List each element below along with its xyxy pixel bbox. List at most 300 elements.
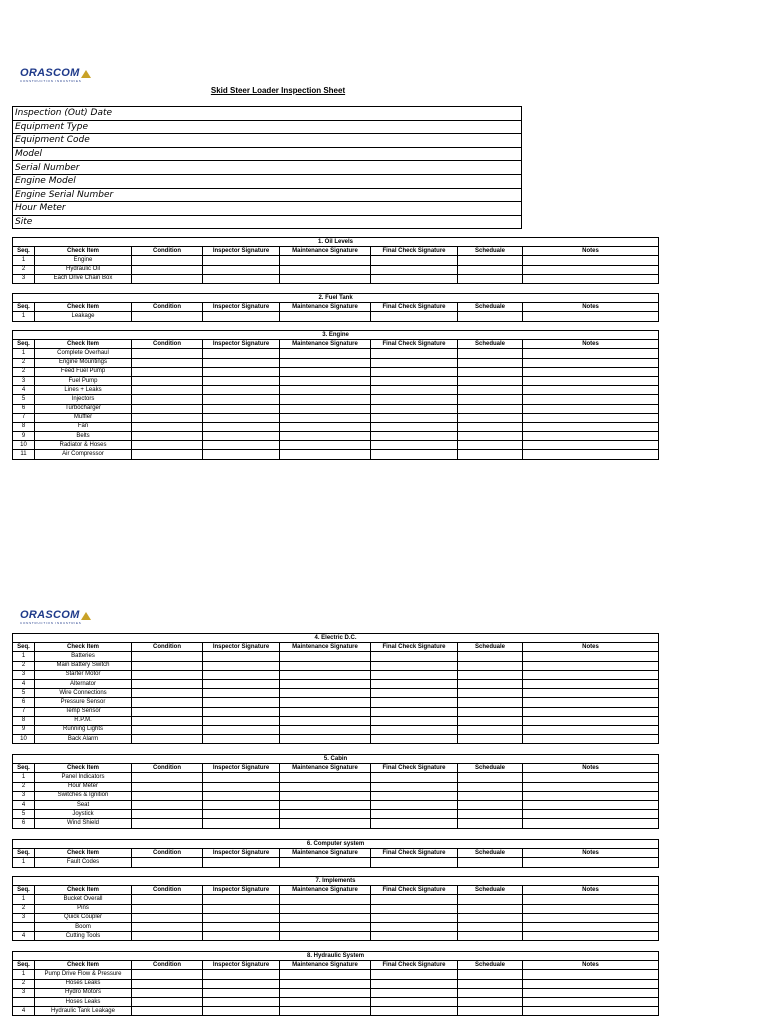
- entry-cell[interactable]: [280, 256, 371, 265]
- entry-cell[interactable]: [371, 782, 458, 791]
- entry-cell[interactable]: [371, 1007, 458, 1016]
- entry-cell[interactable]: [280, 716, 371, 725]
- entry-cell[interactable]: [132, 922, 203, 931]
- info-field-label[interactable]: Engine Serial Number: [13, 188, 522, 202]
- entry-cell[interactable]: [132, 256, 203, 265]
- entry-cell[interactable]: [203, 450, 280, 459]
- info-field-label[interactable]: Model: [13, 147, 522, 161]
- entry-cell[interactable]: [203, 819, 280, 828]
- entry-cell[interactable]: [203, 979, 280, 988]
- entry-cell[interactable]: [523, 386, 659, 395]
- entry-cell[interactable]: [203, 707, 280, 716]
- entry-cell[interactable]: [458, 265, 523, 274]
- entry-cell[interactable]: [523, 979, 659, 988]
- entry-cell[interactable]: [280, 782, 371, 791]
- entry-cell[interactable]: [523, 670, 659, 679]
- seq-cell: 1: [13, 773, 35, 782]
- entry-cell[interactable]: [458, 819, 523, 828]
- entry-cell[interactable]: [203, 725, 280, 734]
- info-field-label[interactable]: Serial Number: [13, 161, 522, 175]
- entry-cell[interactable]: [203, 716, 280, 725]
- entry-cell[interactable]: [523, 997, 659, 1006]
- entry-cell[interactable]: [280, 652, 371, 661]
- seq-cell: 2: [13, 979, 35, 988]
- entry-cell[interactable]: [132, 450, 203, 459]
- entry-cell[interactable]: [523, 312, 659, 321]
- info-row: [13, 107, 522, 121]
- entry-cell[interactable]: [280, 800, 371, 809]
- entry-cell[interactable]: [523, 895, 659, 904]
- entry-cell[interactable]: [458, 932, 523, 941]
- entry-cell[interactable]: [132, 791, 203, 800]
- entry-cell[interactable]: [203, 679, 280, 688]
- info-row: [13, 161, 522, 175]
- entry-cell[interactable]: [280, 265, 371, 274]
- entry-cell[interactable]: [280, 432, 371, 441]
- column-header: Seq.: [13, 886, 35, 895]
- table-row: [13, 670, 659, 679]
- entry-cell[interactable]: [371, 800, 458, 809]
- check-item-cell: Feed Fuel Pump: [35, 367, 132, 376]
- entry-cell[interactable]: [371, 698, 458, 707]
- entry-cell[interactable]: [203, 970, 280, 979]
- entry-cell[interactable]: [523, 773, 659, 782]
- entry-cell[interactable]: [458, 432, 523, 441]
- table-row: [13, 441, 659, 450]
- section-title: 5. Cabin: [13, 755, 659, 764]
- column-header: Inspector Signature: [203, 961, 280, 970]
- entry-cell[interactable]: [523, 265, 659, 274]
- info-field-label[interactable]: Site: [13, 215, 522, 229]
- entry-cell[interactable]: [523, 358, 659, 367]
- entry-cell[interactable]: [132, 858, 203, 867]
- entry-cell[interactable]: [203, 661, 280, 670]
- entry-cell[interactable]: [458, 810, 523, 819]
- entry-cell[interactable]: [203, 413, 280, 422]
- entry-cell[interactable]: [523, 689, 659, 698]
- entry-cell[interactable]: [458, 979, 523, 988]
- entry-cell[interactable]: [132, 432, 203, 441]
- entry-cell[interactable]: [132, 413, 203, 422]
- entry-cell[interactable]: [458, 689, 523, 698]
- entry-cell[interactable]: [371, 922, 458, 931]
- info-field-label[interactable]: Hour Meter: [13, 202, 522, 216]
- entry-cell[interactable]: [371, 652, 458, 661]
- check-item-cell: Engine: [35, 256, 132, 265]
- entry-cell[interactable]: [280, 376, 371, 385]
- entry-cell[interactable]: [203, 441, 280, 450]
- entry-cell[interactable]: [132, 367, 203, 376]
- entry-cell[interactable]: [458, 652, 523, 661]
- entry-cell[interactable]: [280, 670, 371, 679]
- entry-cell[interactable]: [280, 735, 371, 744]
- entry-cell[interactable]: [132, 988, 203, 997]
- entry-cell[interactable]: [523, 1007, 659, 1016]
- seq-cell: 10: [13, 441, 35, 450]
- entry-cell[interactable]: [203, 997, 280, 1006]
- entry-cell[interactable]: [132, 716, 203, 725]
- entry-cell[interactable]: [523, 782, 659, 791]
- entry-cell[interactable]: [371, 904, 458, 913]
- entry-cell[interactable]: [203, 1007, 280, 1016]
- entry-cell[interactable]: [458, 773, 523, 782]
- entry-cell[interactable]: [203, 932, 280, 941]
- entry-cell[interactable]: [280, 970, 371, 979]
- entry-cell[interactable]: [203, 782, 280, 791]
- entry-cell[interactable]: [523, 413, 659, 422]
- entry-cell[interactable]: [280, 791, 371, 800]
- entry-cell[interactable]: [371, 988, 458, 997]
- entry-cell[interactable]: [371, 791, 458, 800]
- entry-cell[interactable]: [523, 725, 659, 734]
- entry-cell[interactable]: [458, 441, 523, 450]
- entry-cell[interactable]: [458, 895, 523, 904]
- entry-cell[interactable]: [132, 698, 203, 707]
- entry-cell[interactable]: [371, 716, 458, 725]
- entry-cell[interactable]: [458, 450, 523, 459]
- entry-cell[interactable]: [203, 312, 280, 321]
- entry-cell[interactable]: [523, 904, 659, 913]
- entry-cell[interactable]: [132, 349, 203, 358]
- seq-cell: 5: [13, 395, 35, 404]
- entry-cell[interactable]: [203, 735, 280, 744]
- entry-cell[interactable]: [371, 670, 458, 679]
- entry-cell[interactable]: [458, 716, 523, 725]
- entry-cell[interactable]: [280, 698, 371, 707]
- entry-cell[interactable]: [203, 791, 280, 800]
- entry-cell[interactable]: [203, 922, 280, 931]
- entry-cell[interactable]: [371, 432, 458, 441]
- entry-cell[interactable]: [132, 735, 203, 744]
- check-item-cell: Radiator & Hoses: [35, 441, 132, 450]
- check-item-cell: Panel Indicators: [35, 773, 132, 782]
- info-field-label[interactable]: Engine Model: [13, 174, 522, 188]
- entry-cell[interactable]: [132, 979, 203, 988]
- entry-cell[interactable]: [280, 413, 371, 422]
- entry-cell[interactable]: [280, 858, 371, 867]
- entry-cell[interactable]: [203, 404, 280, 413]
- entry-cell[interactable]: [280, 274, 371, 283]
- entry-cell[interactable]: [458, 922, 523, 931]
- entry-cell[interactable]: [458, 312, 523, 321]
- entry-cell[interactable]: [458, 661, 523, 670]
- entry-cell[interactable]: [458, 367, 523, 376]
- entry-cell[interactable]: [280, 810, 371, 819]
- entry-cell[interactable]: [523, 922, 659, 931]
- entry-cell[interactable]: [280, 404, 371, 413]
- logo-text: ORASCOM: [20, 609, 80, 621]
- column-header: Inspector Signature: [203, 849, 280, 858]
- entry-cell[interactable]: [203, 386, 280, 395]
- entry-cell[interactable]: [280, 773, 371, 782]
- entry-cell[interactable]: [203, 652, 280, 661]
- check-item-cell: Lines + Leaks: [35, 386, 132, 395]
- entry-cell[interactable]: [132, 404, 203, 413]
- entry-cell[interactable]: [458, 349, 523, 358]
- entry-cell[interactable]: [523, 367, 659, 376]
- entry-cell[interactable]: [371, 819, 458, 828]
- entry-cell[interactable]: [132, 386, 203, 395]
- entry-cell[interactable]: [132, 895, 203, 904]
- column-header: Final Check Signature: [371, 961, 458, 970]
- entry-cell[interactable]: [132, 679, 203, 688]
- entry-cell[interactable]: [371, 265, 458, 274]
- column-header: Check Item: [35, 247, 132, 256]
- entry-cell[interactable]: [371, 970, 458, 979]
- entry-cell[interactable]: [458, 970, 523, 979]
- entry-cell[interactable]: [371, 367, 458, 376]
- entry-cell[interactable]: [280, 1007, 371, 1016]
- entry-cell[interactable]: [203, 432, 280, 441]
- entry-cell[interactable]: [458, 386, 523, 395]
- column-header: Notes: [523, 764, 659, 773]
- entry-cell[interactable]: [458, 800, 523, 809]
- entry-cell[interactable]: [280, 367, 371, 376]
- entry-cell[interactable]: [371, 810, 458, 819]
- entry-cell[interactable]: [203, 367, 280, 376]
- entry-cell[interactable]: [132, 661, 203, 670]
- entry-cell[interactable]: [280, 725, 371, 734]
- entry-cell[interactable]: [523, 450, 659, 459]
- entry-cell[interactable]: [458, 997, 523, 1006]
- entry-cell[interactable]: [523, 274, 659, 283]
- entry-cell[interactable]: [523, 652, 659, 661]
- entry-cell[interactable]: [458, 1007, 523, 1016]
- entry-cell[interactable]: [371, 404, 458, 413]
- entry-cell[interactable]: [371, 689, 458, 698]
- entry-cell[interactable]: [203, 349, 280, 358]
- entry-cell[interactable]: [132, 810, 203, 819]
- entry-cell[interactable]: [280, 988, 371, 997]
- entry-cell[interactable]: [458, 904, 523, 913]
- entry-cell[interactable]: [132, 782, 203, 791]
- entry-cell[interactable]: [523, 819, 659, 828]
- entry-cell[interactable]: [132, 670, 203, 679]
- entry-cell[interactable]: [371, 413, 458, 422]
- entry-cell[interactable]: [280, 979, 371, 988]
- entry-cell[interactable]: [523, 422, 659, 431]
- entry-cell[interactable]: [523, 698, 659, 707]
- entry-cell[interactable]: [371, 386, 458, 395]
- info-field-label[interactable]: Inspection (Out) Date: [13, 107, 522, 121]
- entry-cell[interactable]: [280, 395, 371, 404]
- entry-cell[interactable]: [371, 349, 458, 358]
- entry-cell[interactable]: [523, 970, 659, 979]
- entry-cell[interactable]: [280, 913, 371, 922]
- entry-cell[interactable]: [203, 913, 280, 922]
- entry-cell[interactable]: [132, 274, 203, 283]
- column-header: Maintenance Signature: [280, 764, 371, 773]
- entry-cell[interactable]: [523, 707, 659, 716]
- entry-cell[interactable]: [280, 679, 371, 688]
- entry-cell[interactable]: [280, 450, 371, 459]
- entry-cell[interactable]: [371, 679, 458, 688]
- entry-cell[interactable]: [523, 791, 659, 800]
- entry-cell[interactable]: [523, 810, 659, 819]
- entry-cell[interactable]: [203, 858, 280, 867]
- entry-cell[interactable]: [132, 997, 203, 1006]
- entry-cell[interactable]: [132, 652, 203, 661]
- entry-cell[interactable]: [132, 800, 203, 809]
- entry-cell[interactable]: [132, 725, 203, 734]
- entry-cell[interactable]: [523, 441, 659, 450]
- entry-cell[interactable]: [132, 819, 203, 828]
- entry-cell[interactable]: [458, 735, 523, 744]
- entry-cell[interactable]: [203, 698, 280, 707]
- entry-cell[interactable]: [280, 895, 371, 904]
- entry-cell[interactable]: [371, 422, 458, 431]
- entry-cell[interactable]: [371, 395, 458, 404]
- entry-cell[interactable]: [458, 707, 523, 716]
- entry-cell[interactable]: [132, 970, 203, 979]
- seq-cell: 6: [13, 404, 35, 413]
- entry-cell[interactable]: [523, 913, 659, 922]
- entry-cell[interactable]: [458, 725, 523, 734]
- entry-cell[interactable]: [523, 395, 659, 404]
- entry-cell[interactable]: [280, 932, 371, 941]
- entry-cell[interactable]: [132, 773, 203, 782]
- entry-cell[interactable]: [203, 274, 280, 283]
- entry-cell[interactable]: [458, 376, 523, 385]
- entry-cell[interactable]: [371, 913, 458, 922]
- entry-cell[interactable]: [371, 773, 458, 782]
- entry-cell[interactable]: [280, 349, 371, 358]
- entry-cell[interactable]: [280, 922, 371, 931]
- table-row: [13, 782, 659, 791]
- info-field-label[interactable]: Equipment Type: [13, 120, 522, 134]
- entry-cell[interactable]: [523, 661, 659, 670]
- check-item-cell: Fuel Pump: [35, 376, 132, 385]
- entry-cell[interactable]: [371, 979, 458, 988]
- entry-cell[interactable]: [132, 312, 203, 321]
- entry-cell[interactable]: [132, 904, 203, 913]
- entry-cell[interactable]: [280, 441, 371, 450]
- entry-cell[interactable]: [523, 404, 659, 413]
- entry-cell[interactable]: [371, 441, 458, 450]
- entry-cell[interactable]: [371, 895, 458, 904]
- entry-cell[interactable]: [371, 725, 458, 734]
- entry-cell[interactable]: [203, 670, 280, 679]
- entry-cell[interactable]: [371, 932, 458, 941]
- entry-cell[interactable]: [280, 422, 371, 431]
- entry-cell[interactable]: [458, 274, 523, 283]
- entry-cell[interactable]: [371, 661, 458, 670]
- entry-cell[interactable]: [132, 913, 203, 922]
- entry-cell[interactable]: [523, 256, 659, 265]
- entry-cell[interactable]: [280, 358, 371, 367]
- entry-cell[interactable]: [280, 312, 371, 321]
- entry-cell[interactable]: [203, 395, 280, 404]
- entry-cell[interactable]: [132, 358, 203, 367]
- entry-cell[interactable]: [458, 395, 523, 404]
- entry-cell[interactable]: [203, 265, 280, 274]
- entry-cell[interactable]: [458, 422, 523, 431]
- entry-cell[interactable]: [371, 450, 458, 459]
- entry-cell[interactable]: [132, 932, 203, 941]
- entry-cell[interactable]: [203, 773, 280, 782]
- entry-cell[interactable]: [371, 312, 458, 321]
- entry-cell[interactable]: [280, 661, 371, 670]
- entry-cell[interactable]: [371, 274, 458, 283]
- entry-cell[interactable]: [523, 432, 659, 441]
- entry-cell[interactable]: [458, 791, 523, 800]
- entry-cell[interactable]: [458, 670, 523, 679]
- entry-cell[interactable]: [280, 997, 371, 1006]
- entry-cell[interactable]: [203, 800, 280, 809]
- entry-cell[interactable]: [458, 988, 523, 997]
- entry-cell[interactable]: [371, 256, 458, 265]
- entry-cell[interactable]: [203, 422, 280, 431]
- column-header: Check Item: [35, 961, 132, 970]
- seq-cell: 2: [13, 782, 35, 791]
- entry-cell[interactable]: [132, 441, 203, 450]
- check-item-cell: Fan: [35, 422, 132, 431]
- entry-cell[interactable]: [203, 904, 280, 913]
- entry-cell[interactable]: [523, 858, 659, 867]
- check-item-cell: Batteries: [35, 652, 132, 661]
- entry-cell[interactable]: [203, 358, 280, 367]
- entry-cell[interactable]: [280, 689, 371, 698]
- entry-cell[interactable]: [203, 988, 280, 997]
- section-title: 6. Computer system: [13, 840, 659, 849]
- entry-cell[interactable]: [523, 679, 659, 688]
- entry-cell[interactable]: [458, 358, 523, 367]
- entry-cell[interactable]: [280, 386, 371, 395]
- entry-cell[interactable]: [523, 716, 659, 725]
- entry-cell[interactable]: [132, 1007, 203, 1016]
- entry-cell[interactable]: [132, 265, 203, 274]
- entry-cell[interactable]: [203, 376, 280, 385]
- entry-cell[interactable]: [523, 735, 659, 744]
- entry-cell[interactable]: [458, 256, 523, 265]
- entry-cell[interactable]: [132, 422, 203, 431]
- entry-cell[interactable]: [458, 413, 523, 422]
- entry-cell[interactable]: [458, 858, 523, 867]
- entry-cell[interactable]: [458, 913, 523, 922]
- entry-cell[interactable]: [371, 735, 458, 744]
- entry-cell[interactable]: [371, 358, 458, 367]
- entry-cell[interactable]: [203, 810, 280, 819]
- entry-cell[interactable]: [280, 819, 371, 828]
- entry-cell[interactable]: [203, 689, 280, 698]
- entry-cell[interactable]: [280, 904, 371, 913]
- entry-cell[interactable]: [523, 349, 659, 358]
- entry-cell[interactable]: [371, 858, 458, 867]
- entry-cell[interactable]: [371, 376, 458, 385]
- column-header: Notes: [523, 961, 659, 970]
- entry-cell[interactable]: [371, 707, 458, 716]
- entry-cell[interactable]: [132, 395, 203, 404]
- entry-cell[interactable]: [132, 707, 203, 716]
- entry-cell[interactable]: [458, 404, 523, 413]
- column-header: Maintenance Signature: [280, 961, 371, 970]
- entry-cell[interactable]: [203, 895, 280, 904]
- entry-cell[interactable]: [523, 376, 659, 385]
- check-item-cell: Hydro Motors: [35, 988, 132, 997]
- entry-cell[interactable]: [458, 782, 523, 791]
- entry-cell[interactable]: [523, 932, 659, 941]
- info-field-label[interactable]: Equipment Code: [13, 134, 522, 148]
- entry-cell[interactable]: [132, 376, 203, 385]
- entry-cell[interactable]: [458, 679, 523, 688]
- entry-cell[interactable]: [132, 689, 203, 698]
- entry-cell[interactable]: [523, 988, 659, 997]
- entry-cell[interactable]: [203, 256, 280, 265]
- entry-cell[interactable]: [280, 707, 371, 716]
- entry-cell[interactable]: [458, 698, 523, 707]
- entry-cell[interactable]: [371, 997, 458, 1006]
- entry-cell[interactable]: [523, 800, 659, 809]
